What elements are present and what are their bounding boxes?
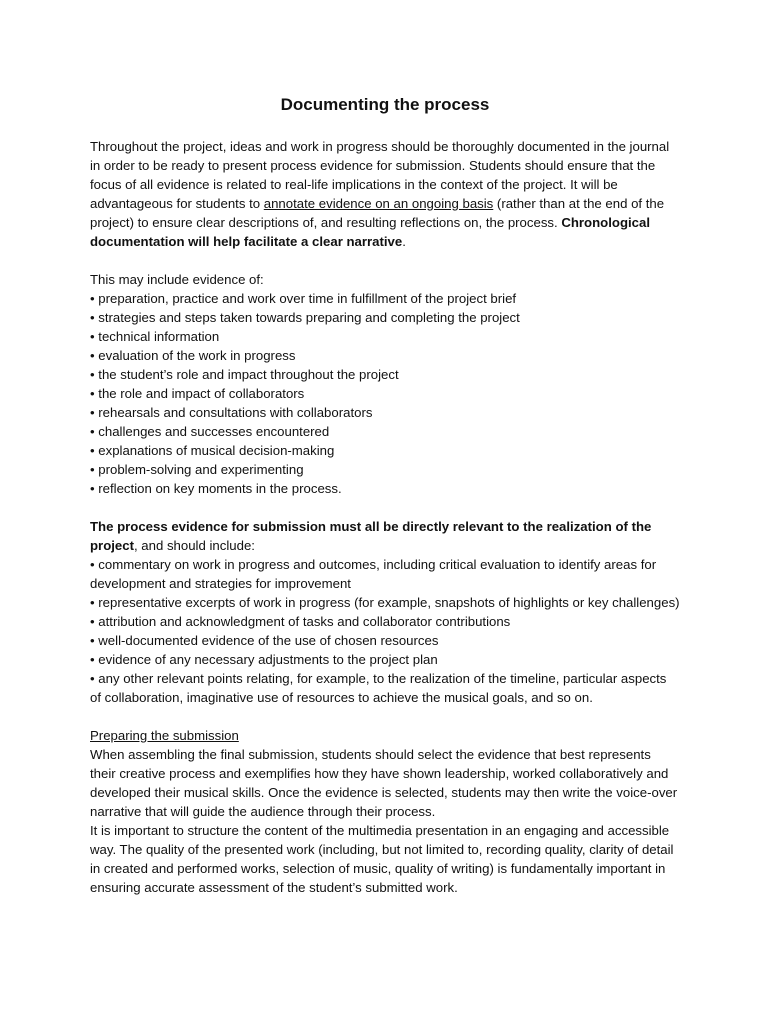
list-item: • strategies and steps taken towards preparing and completing the project [90,310,520,325]
list-item: • rehearsals and consultations with collaborators [90,405,373,420]
list-item: • representative excerpts of work in progress (for example, snapshots of highlights or key challenges) [90,595,680,610]
list-item: • explanations of musical decision-making [90,443,335,458]
evidence-list [90,289,680,498]
spacer [90,707,680,726]
list-item: • evidence of any necessary adjustments to the project plan [90,652,438,667]
list-item: • reflection on key moments in the process. [90,481,342,496]
list-item: • preparation, practice and work over time in fulfillment of the project brief [90,291,517,306]
list-item: • well-documented evidence of the use of chosen resources [90,633,439,648]
document-page [90,94,680,897]
list-item: • the role and impact of collaborators [90,386,305,401]
spacer [90,251,680,270]
intro-text: Throughout the project, ideas and work in progress should be thoroughly documented in the journal in order to be ready to present process evidence for submission. Students should ensure that the focus of all evidence is related to real-life implications in the context of the project. It will be advantageous for students to [90,139,670,211]
spacer [90,498,680,517]
intro-bold-text: Chronological documentation will help facilitate a clear narrative [90,215,650,249]
section-heading: Preparing the submission [90,728,239,743]
submission-lead-rest: , and should include: [133,538,255,553]
intro-text-continued: (rather than at the end of the project) to ensure clear descriptions of, and resulting reflections on, the process. [90,196,665,230]
intro-underlined-text: annotate evidence on an ongoing basis [263,196,494,211]
preparing-paragraph-2: It is important to structure the content of the multimedia presentation in an engaging and accessible way. The quality of the presented work (including, but not limited to, recording quality, clarity of detail in created and performed works, selection of music, quality of writing) is fundamentally important in ensuring accurate assessment of the student’s submitted work. [90,823,674,895]
list-item: • problem-solving and experimenting [90,462,304,477]
submission-lead [90,517,680,555]
list-item: • any other relevant points relating, for example, to the realization of the timeline, particular aspects of collaboration, imaginative use of resources to achieve the musical goals, and so on. [90,671,667,705]
submission-list [90,555,680,707]
submission-bold-text: The process evidence for submission must all be directly relevant to the realization of the project [90,519,652,553]
list-item: • attribution and acknowledgment of tasks and collaborator contributions [90,614,511,629]
evidence-lead: This may include evidence of: [90,272,264,287]
list-item: • technical information [90,329,220,344]
list-item: • the student’s role and impact throughout the project [90,367,399,382]
page-title: Documenting the process [280,95,490,114]
list-item: • challenges and successes encountered [90,424,330,439]
preparing-paragraph-1: When assembling the final submission, students should select the evidence that best represents their creative process and exemplifies how they have shown leadership, worked collaboratively and developed their musical skills. Once the evidence is selected, students may then write the voice-over narrative that will guide the audience through their process. [90,747,678,819]
intro-end: . [402,234,406,249]
list-item: • commentary on work in progress and outcomes, including critical evaluation to identify areas for development and strategies for improvement [90,557,657,591]
intro-paragraph [90,137,680,251]
list-item: • evaluation of the work in progress [90,348,296,363]
